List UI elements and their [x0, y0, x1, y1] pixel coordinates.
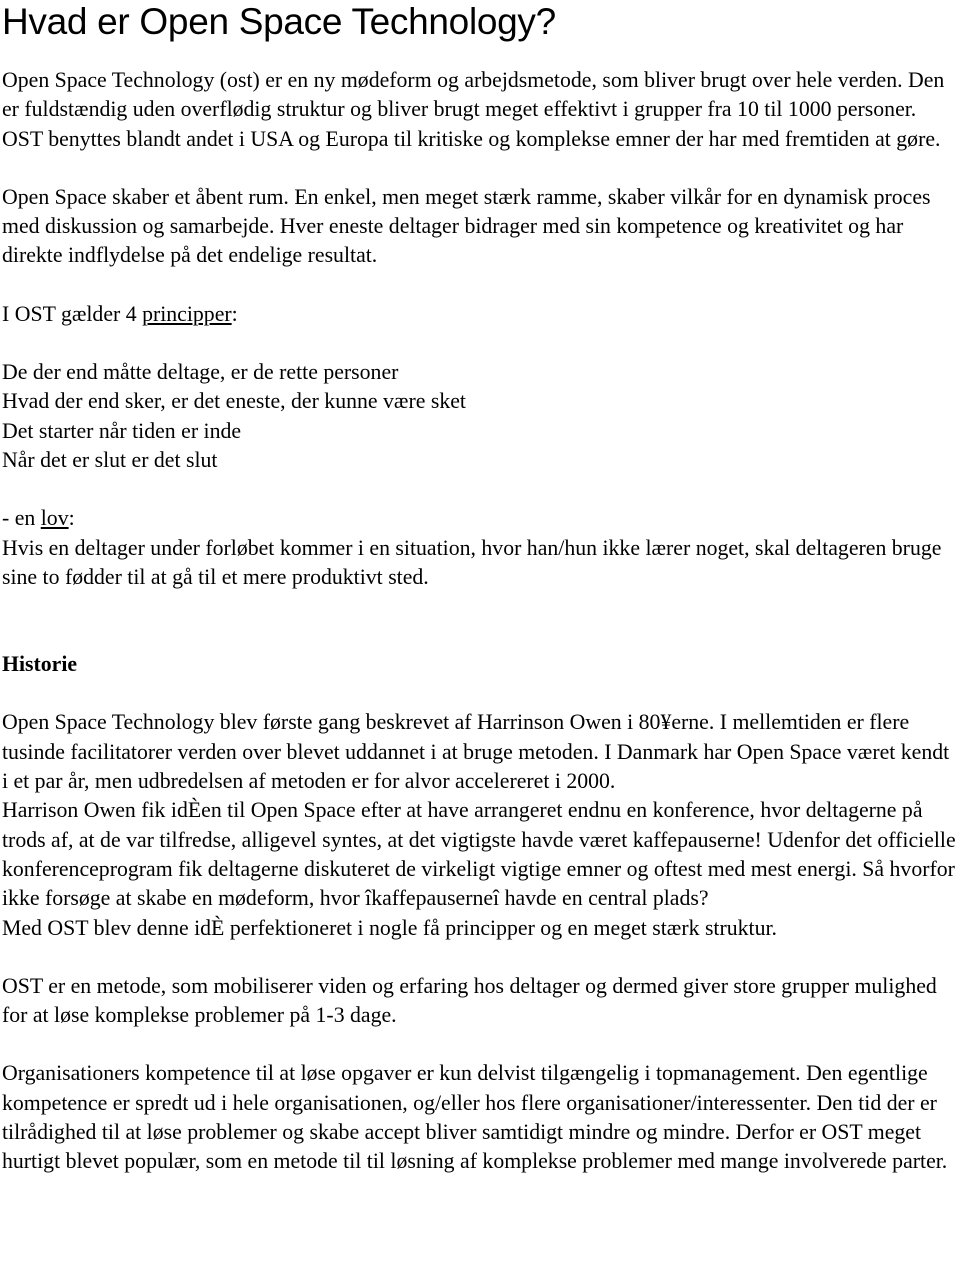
history-paragraph-5: Organisationers kompetence til at løse opgaver er kun delvist tilgængelig i topmanagement. Den egentlige kompetence er spredt ud i hele organisationen, og/eller hos flere organisationer/interessenter. Den tid der er tilrådighed til at løse problemer og skabe accept bliver samtidigt mindre og mindre. Derfor er OST meget hurtigt blevet populær, som en metode til til løsning af komplekse problemer med mange involverede parter.	[2, 1061, 948, 1174]
principle-item-4: Når det er slut er det slut	[2, 447, 218, 472]
page-title: Hvad er Open Space Technology?	[2, 1, 556, 42]
principles-intro-prefix: I OST gælder 4	[2, 301, 143, 326]
intro-paragraph-1: Open Space Technology (ost) er en ny mødeform og arbejdsmetode, som bliver brugt over hele verden. Den er fuldstændig uden overflødig struktur og bliver brugt meget effektivt i grupper fra 10 til 1000 personer. OST benyttes blandt andet i USA og Europa til kritiske og komplekse emner der har med fremtiden at gøre.	[2, 68, 945, 151]
history-paragraph-2: Harrison Owen fik idÈen til Open Space efter at have arrangeret endnu en konference, hvor deltagerne på trods af, at de var tilfredse, alligevel syntes, at det vigtigste havde været kaffepauserne! Udenfor det officielle konferenceprogram fik deltagerne diskuteret de virkeligt vigtige emner og oftest med mest energi. Så hvorfor ikke forsøge at skabe en mødeform, hvor îkaffepauserneî havde en central plads?	[2, 798, 956, 911]
principles-link[interactable]: principper	[142, 301, 232, 326]
history-paragraph-1: Open Space Technology blev første gang beskrevet af Harrinson Owen i 80¥erne. I mellemtiden er flere tusinde facilitatorer verden over blevet uddannet i at bruge metoden. I Danmark har Open Space været kendt i et par år, men udbredelsen af metoden er for alvor accelereret i 2000.	[2, 710, 950, 794]
history-paragraph-3: Med OST blev denne idÈ perfektioneret i nogle få principper og en meget stærk struktur.	[2, 915, 778, 940]
law-link[interactable]: lov	[40, 506, 69, 531]
intro-paragraph-2: Open Space skaber et åbent rum. En enkel, men meget stærk ramme, skaber vilkår for en dynamisk proces med diskussion og samarbejde. Hver eneste deltager bidrager med sin kompetence og kreativitet og har direkte indflydelse på det endelige resultat.	[2, 184, 931, 268]
principle-item-1: De der end måtte deltage, er de rette personer	[2, 360, 399, 385]
history-heading: Historie	[2, 652, 78, 677]
law-text: Hvis en deltager under forløbet kommer i en situation, hvor han/hun ikke lærer noget, skal deltageren bruge sine to fødder til at gå til et mere produktivt sted.	[2, 535, 942, 589]
principle-item-3: Det starter når tiden er inde	[2, 418, 242, 443]
law-intro	[2, 504, 958, 533]
principle-item-2: Hvad der end sker, er det eneste, der kunne være sket	[2, 389, 466, 414]
principles-list	[2, 358, 958, 475]
principles-intro-suffix: :	[231, 301, 238, 326]
principles-intro	[2, 300, 958, 329]
history-paragraph-4: OST er en metode, som mobiliserer viden og erfaring hos deltager og dermed giver store grupper mulighed for at løse komplekse problemer på 1-3 dage.	[2, 973, 937, 1028]
document-page	[2, 0, 958, 1177]
law-intro-prefix: - en	[2, 506, 41, 531]
law-intro-suffix: :	[68, 506, 75, 531]
